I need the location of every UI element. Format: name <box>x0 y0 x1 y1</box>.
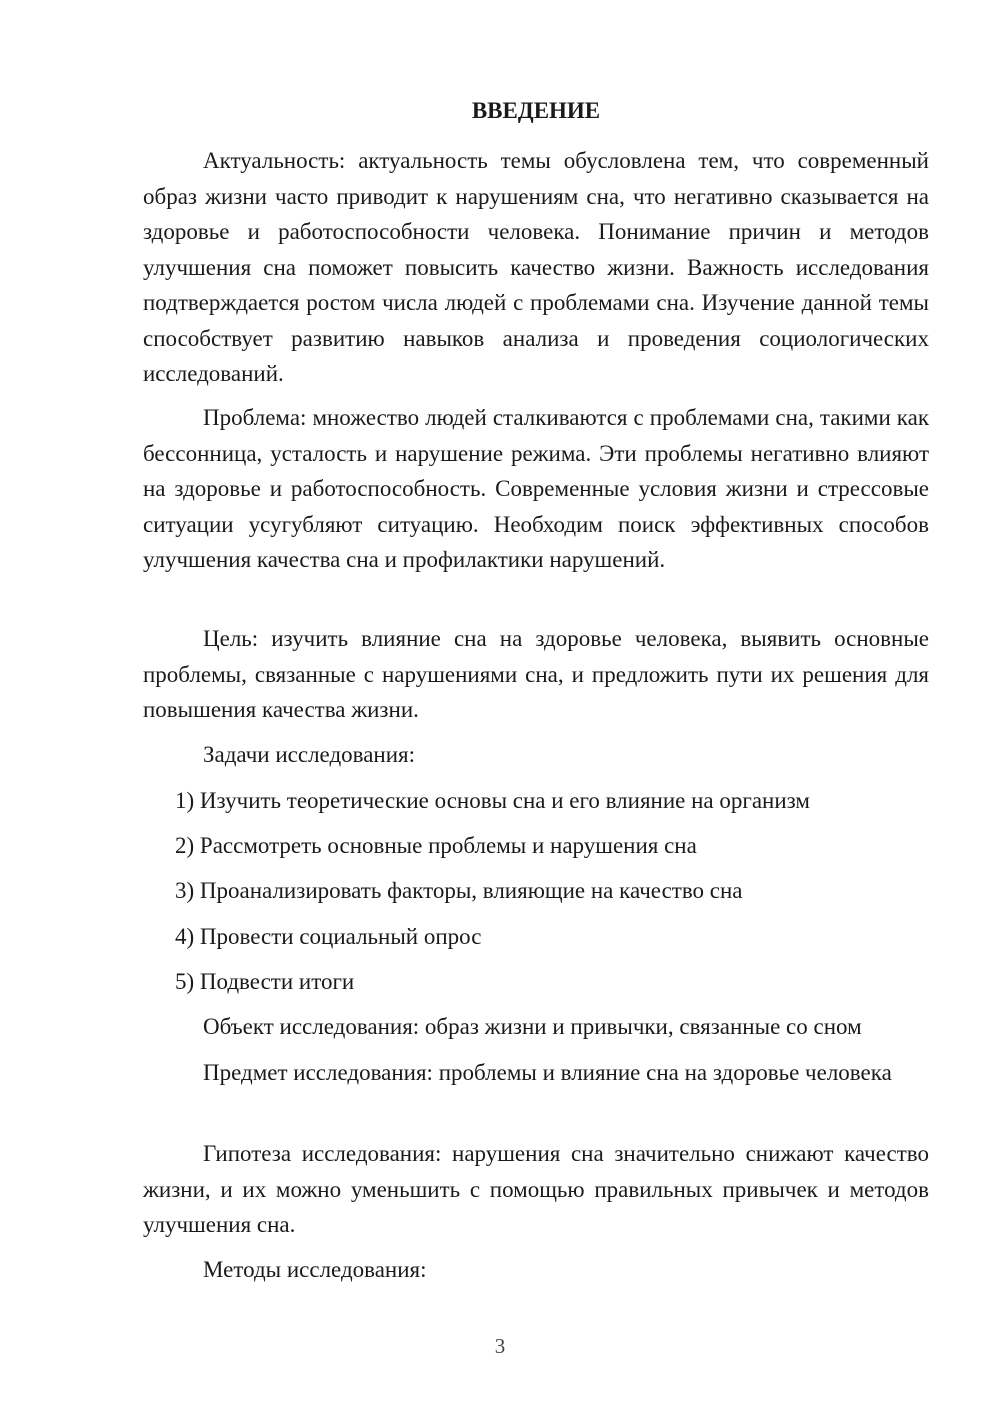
paragraph-subject: Предмет исследования: проблемы и влияние сна на здоровье человека <box>203 1060 892 1085</box>
page-title: ВВЕДЕНИЕ <box>471 98 601 123</box>
task-item-5: 5) Подвести итоги <box>175 969 355 994</box>
paragraph-goal: Цель: изучить влияние сна на здоровье человека, выявить основные проблемы, связанные с нарушениями сна, и предложить пути их решения для повышения качества жизни. <box>143 626 929 722</box>
paragraph-hypothesis: Гипотеза исследования: нарушения сна значительно снижают качество жизни, и их можно уменьшить с помощью правильных привычек и методов улучшения сна. <box>143 1141 929 1237</box>
paragraph-problem: Проблема: множество людей сталкиваются с проблемами сна, такими как бессонница, усталость и нарушение режима. Эти проблемы негативно влияют на здоровье и работоспособность. Современные условия жизни и стрессовые ситуации усугубляют ситуацию. Необходим поиск эффективных способов улучшения качества сна и профилактики нарушений. <box>143 405 929 572</box>
task-item-4: 4) Провести социальный опрос <box>175 924 482 949</box>
tasks-title: Задачи исследования: <box>203 742 416 767</box>
task-item-2: 2) Рассмотреть основные проблемы и нарушения сна <box>175 833 697 858</box>
paragraph-object: Объект исследования: образ жизни и привычки, связанные со сном <box>203 1014 862 1039</box>
task-item-1: 1) Изучить теоретические основы сна и его влияние на организм <box>175 788 810 813</box>
paragraph-relevance: Актуальность: актуальность темы обусловлена тем, что современный образ жизни часто приводит к нарушениям сна, что негативно сказывается на здоровье и работоспособности человека. Понимание причин и методов улучшения сна поможет повысить качество жизни. Важность исследования подтверждается ростом числа людей с проблемами сна. Изучение данной темы способствует развитию навыков анализа и проведения социологических исследований. <box>143 148 929 386</box>
task-item-3: 3) Проанализировать факторы, влияющие на качество сна <box>175 878 743 903</box>
methods-title: Методы исследования: <box>203 1257 427 1282</box>
page-number: 3 <box>494 1334 506 1358</box>
